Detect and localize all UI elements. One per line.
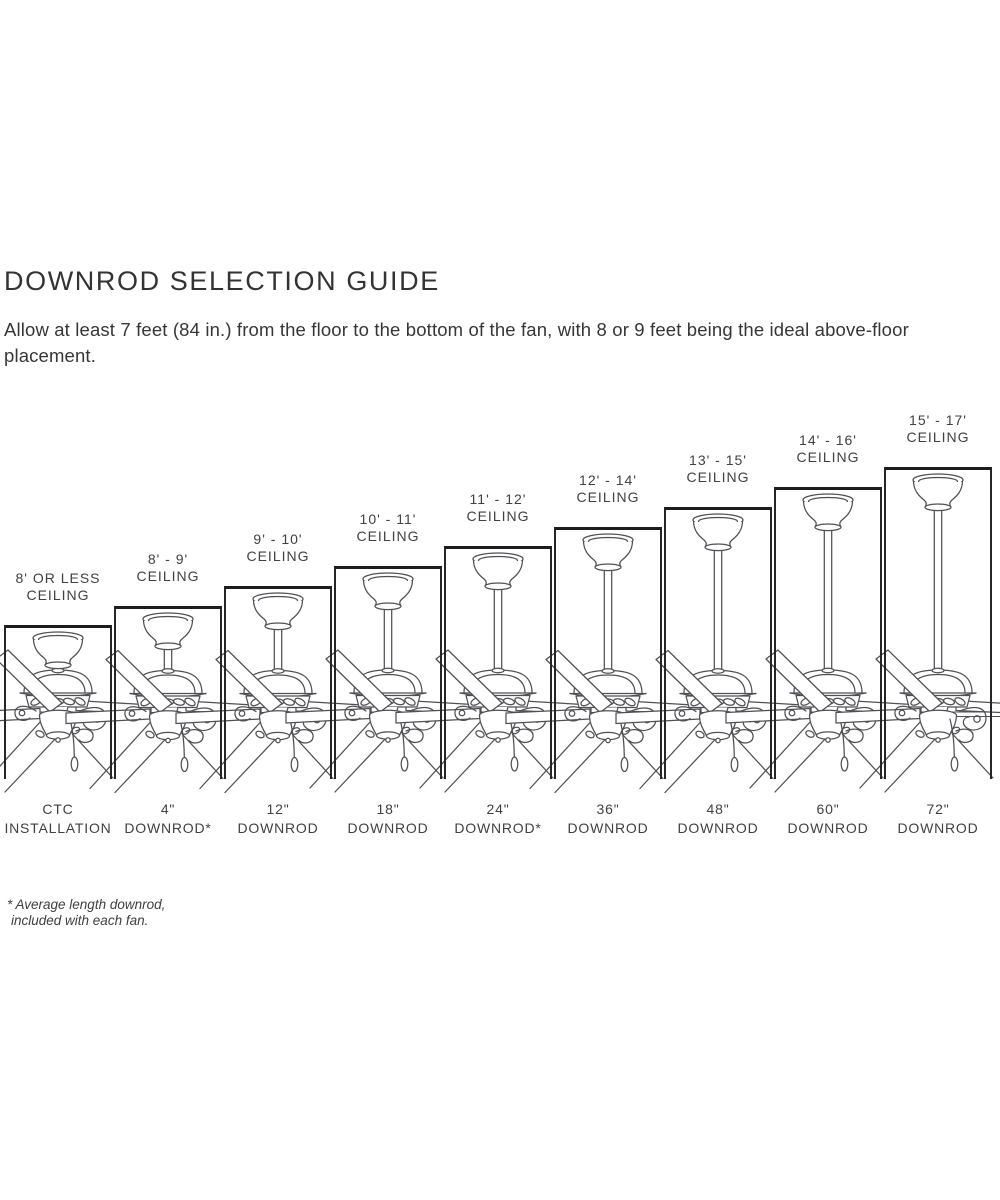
downrod-length-label: [550, 800, 666, 838]
ceiling-height-label: [4, 570, 112, 604]
ceiling-height-label: [554, 472, 662, 506]
ceiling-fan-illustration: [848, 467, 1000, 795]
downrod-length-label: [660, 800, 776, 838]
downrod-length-label: [440, 800, 556, 838]
ceiling-word: CEILING: [356, 528, 420, 544]
ceiling-word: CEILING: [576, 488, 640, 505]
ceiling-range: 9' - 10': [253, 530, 303, 547]
ceiling-word: CEILING: [796, 449, 860, 465]
downrod-word: INSTALLATION: [4, 820, 112, 836]
downrod-length-label: [880, 800, 996, 838]
ceiling-height-label: [884, 412, 992, 446]
ceiling-height-label: [664, 452, 772, 486]
ceiling-height-label: [444, 491, 552, 525]
ceiling-word: CEILING: [906, 429, 970, 445]
ceiling-range: 15' - 17': [909, 412, 967, 428]
downrod-word: DOWNROD*: [454, 820, 542, 836]
ceiling-height-label: [774, 432, 882, 466]
ceiling-range: 12' - 14': [579, 471, 637, 488]
ceiling-word: CEILING: [686, 468, 750, 485]
ceiling-word: CEILING: [26, 587, 90, 603]
downrod-size: 4": [160, 801, 176, 817]
footnote-line-1: * Average length downrod,: [7, 897, 166, 912]
ceiling-range: 11' - 12': [469, 491, 527, 507]
downrod-size: 12": [266, 801, 290, 817]
ceiling-range: 10' - 11': [359, 511, 417, 527]
intro-text: Allow at least 7 feet (84 in.) from the floor to the bottom of the fan, with 8 or 9 feet being the ideal above-floor placement.: [4, 319, 909, 366]
ceiling-height-label: [114, 551, 222, 585]
downrod-word: DOWNROD: [347, 820, 429, 836]
ceiling-word: CEILING: [246, 547, 310, 564]
downrod-size: 18": [376, 801, 400, 817]
downrod-length-label: [330, 800, 446, 838]
downrod-size: 72": [926, 801, 950, 817]
downrod-word: DOWNROD: [897, 820, 979, 836]
downrod-length-label: [0, 800, 116, 838]
ceiling-range: 13' - 15': [689, 451, 747, 468]
downrod-size: 36": [596, 801, 620, 817]
page-title: DOWNROD SELECTION GUIDE: [4, 266, 440, 296]
ceiling-range: 8' OR LESS: [15, 570, 101, 586]
downrod-word: DOWNROD*: [124, 820, 212, 836]
downrod-size: 48": [706, 801, 730, 817]
ceiling-range: 14' - 16': [799, 432, 857, 448]
ceiling-word: CEILING: [466, 508, 530, 524]
ceiling-range: 8' - 9': [147, 550, 189, 567]
downrod-length-label: [220, 800, 336, 838]
downrod-word: DOWNROD: [677, 820, 759, 836]
downrod-size: 60": [816, 801, 840, 817]
downrod-word: DOWNROD: [787, 820, 869, 836]
footnote-line-2: included with each fan.: [11, 912, 149, 928]
ceiling-word: CEILING: [136, 567, 200, 584]
footnote: [7, 897, 165, 928]
downrod-size: CTC: [42, 801, 74, 817]
downrod-size: 24": [486, 801, 510, 817]
downrod-length-label: [770, 800, 886, 838]
ceiling-height-label: [224, 531, 332, 565]
ceiling-height-label: [334, 511, 442, 545]
downrod-word: DOWNROD: [237, 820, 319, 836]
downrod-length-label: [110, 800, 226, 838]
downrod-word: DOWNROD: [567, 820, 649, 836]
